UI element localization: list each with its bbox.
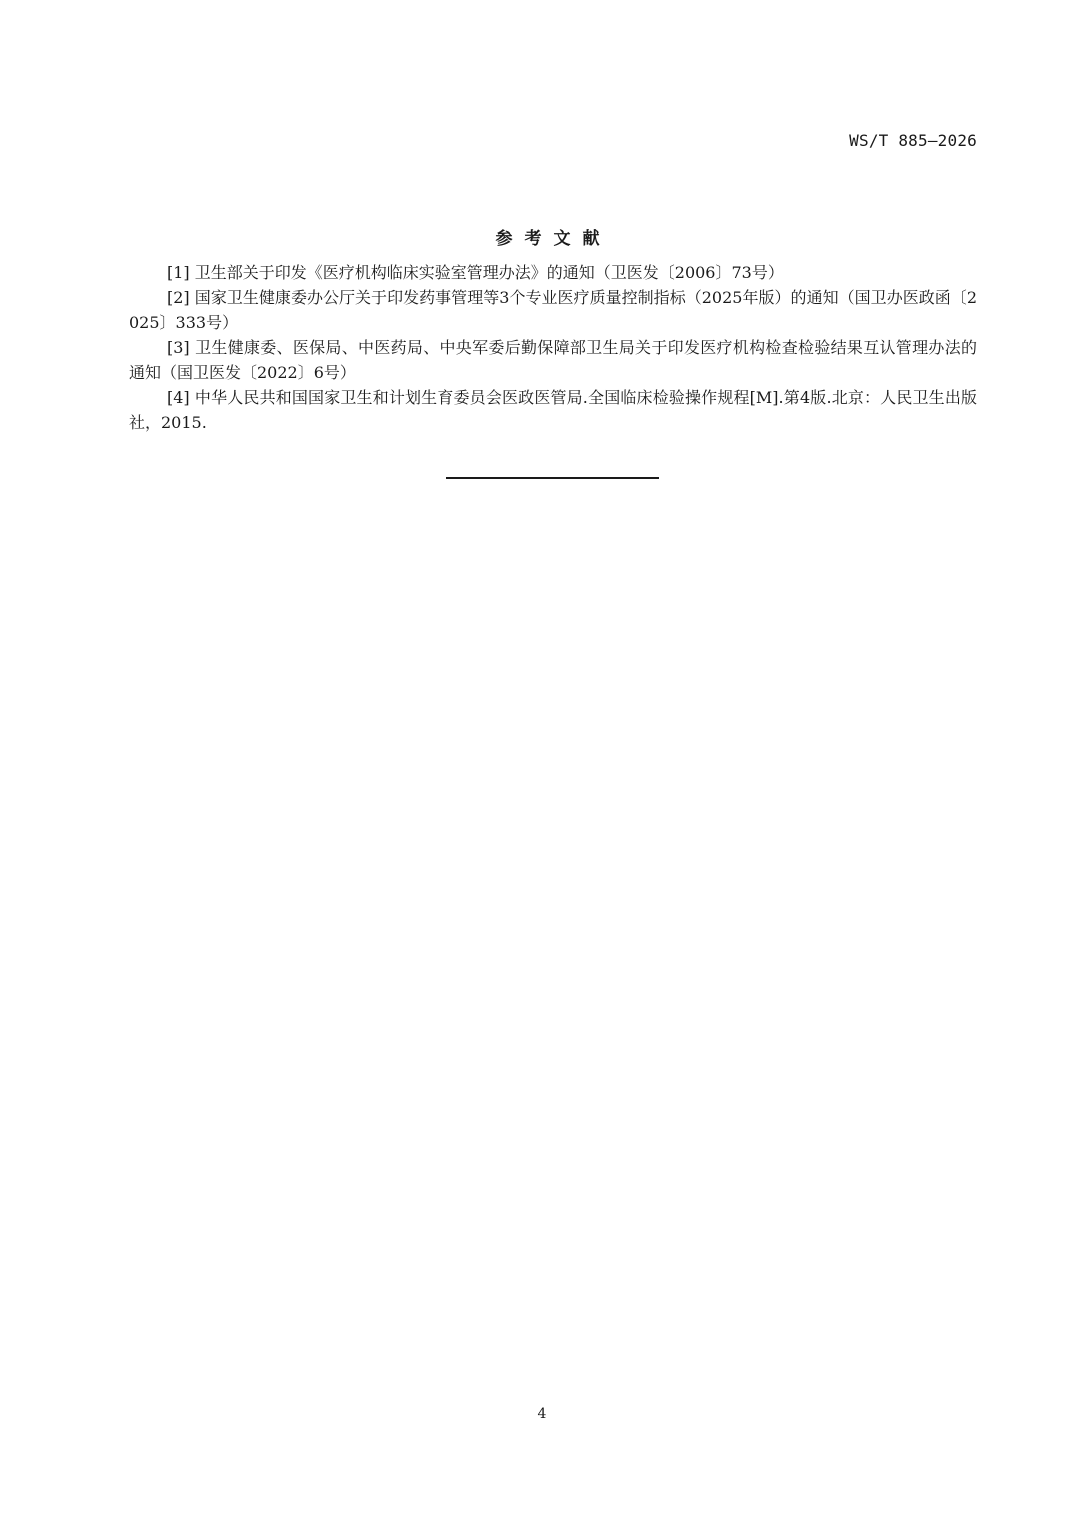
reference-number: [4] [167,388,190,407]
reference-list [129,260,977,435]
reference-text: 国家卫生健康委办公厅关于印发药事管理等3个专业医疗质量控制指标（2025年版）的通知（国卫办医政函〔2025〕333号） [129,288,977,332]
reference-text: 卫生部关于印发《医疗机构临床实验室管理办法》的通知（卫医发〔2006〕73号） [194,263,784,282]
reference-text: 中华人民共和国国家卫生和计划生育委员会医政医管局.全国临床检验操作规程[M].第4版.北京：人民卫生出版社，2015. [129,388,977,432]
reference-item [129,385,977,435]
section-title: 参考文献 [495,229,612,249]
page-number: 4 [537,1406,547,1422]
reference-number: [1] [167,263,190,282]
end-of-document-rule [446,477,659,479]
reference-text: 卫生健康委、医保局、中医药局、中央军委后勤保障部卫生局关于印发医疗机构检查检验结果互认管理办法的通知（国卫医发〔2022〕6号） [129,338,977,382]
reference-number: [2] [167,288,190,307]
reference-item [129,285,977,335]
reference-number: [3] [167,338,190,357]
reference-item [129,335,977,385]
reference-item [129,260,977,285]
standard-code: WS/T 885—2026 [849,131,977,150]
